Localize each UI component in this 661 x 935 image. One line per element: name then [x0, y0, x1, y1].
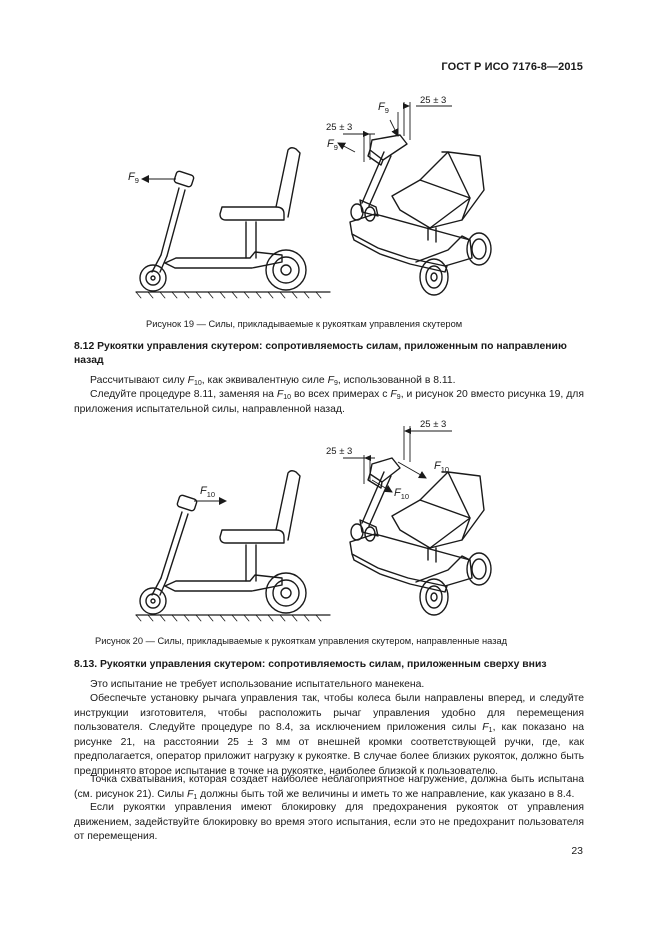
figure-19-caption: Рисунок 19 — Силы, прикладываемые к рукояткам управления скутером	[146, 319, 463, 329]
fig20-dim-top: 25 ± 3	[420, 419, 447, 430]
section-8-13-p1: Это испытание не требует использование испытательного манекена.	[90, 679, 425, 690]
fig20-dim-left: 25 ± 3	[326, 446, 353, 457]
fig19-dim-left: 25 ± 3	[326, 122, 353, 133]
fig20-left-force-label: $F_{10}$	[200, 485, 216, 499]
section-8-12-heading: 8.12 Рукоятки управления скутером: сопротивляемость силам, приложенным по направлению назад	[74, 341, 567, 366]
figure-19-drawing	[0, 95, 661, 310]
section-8-12-p2: Следуйте процедуре 8.11, заменяя на $F_{10}$ во всех примерах с $F_9$, и рисунок 20 вместо рисунка 19, для приложения испытательной силы, направленной назад.	[74, 389, 584, 415]
section-8-13-p2: Обеспечьте установку рычага управления так, чтобы колеса были направлены вперед, и следуйте инструкции изготовителя, чтобы расположить рычаг управления удобно для перемещения пользователя. Следуйте процедуре по 8.4, за исключением приложения силы $F_1$, как показано на рисунке 21, на расстоянии 25 ± 3 мм от внешней кромки соответствующей ручки, где, как предполагается, оператор приложит нагрузку к рукоятке. В случае более близких рукояток, должно быть предпринято второе испытание в точке на рукоятке, наиболее близкой к пользователю.	[74, 693, 584, 777]
fig19-dim-top: 25 ± 3	[420, 95, 447, 106]
figure-20-caption: Рисунок 20 — Силы, прикладываемые к рукояткам управления скутером, направленные назад	[95, 636, 508, 646]
section-8-13-p3: Точка схватывания, которая создает наиболее неблагоприятное нагружение, должна быть испытана (см. рисунок 21). Силы $F_1$ должны быть той же величины и иметь то же направление, как указано в 8.4.	[74, 774, 584, 801]
section-8-12-p1: Рассчитывают силу $F_{10}$, как эквивалентную силе $F_9$, использованной в 8.11.	[90, 375, 456, 387]
scooter-perspective-view	[350, 135, 491, 295]
scooter-perspective-view-2	[350, 458, 491, 615]
page-number: 23	[571, 845, 583, 857]
fig20-force-b-label: $F_{10}$	[394, 487, 410, 501]
fig19-top-force-label: $F_9$	[378, 101, 389, 115]
section-8-13-p4: Если рукоятки управления имеют блокировку для предохранения рукояток от управления движением, задействуйте блокировку во время этого испытания, если это не предохранит пользователя от перемещения.	[74, 802, 584, 843]
fig19-left-force-label: $F_9$	[128, 171, 139, 185]
fig20-force-a-label: $F_{10}$	[434, 460, 450, 474]
section-8-13-heading: 8.13. Рукоятки управления скутером: сопротивляемость силам, приложенным сверху вниз	[74, 659, 547, 670]
standard-header: ГОСТ Р ИСО 7176-8—2015	[441, 61, 583, 73]
scooter-side-view	[136, 148, 330, 298]
scooter-side-view-2	[136, 471, 330, 621]
figure-20-drawing	[0, 415, 661, 630]
fig19-left-force2-label: $F_9$	[327, 138, 338, 152]
